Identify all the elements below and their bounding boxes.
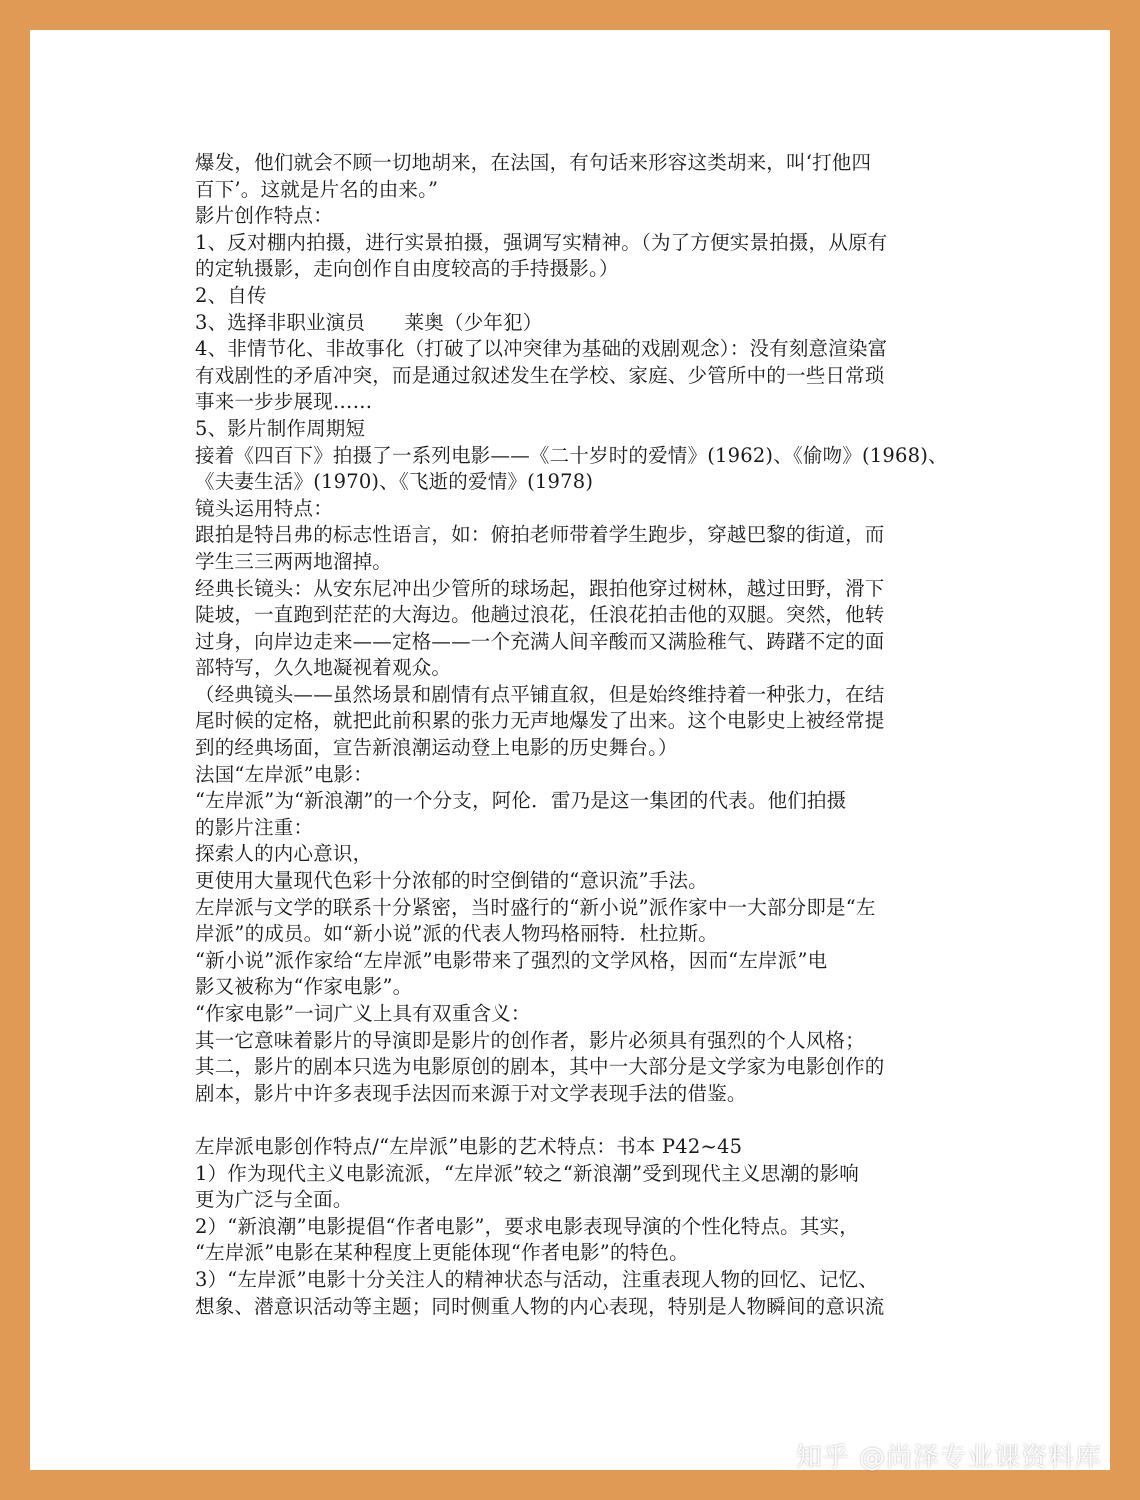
text-line: 其二，影片的剧本只选为电影原创的剧本，其中一大部分是文学家为电影创作的 — [195, 1055, 885, 1079]
text-line: 接着《四百下》拍摄了一系列电影——《二十岁时的爱情》(1962)、《偷吻》(1968)、 — [195, 443, 948, 467]
text-line: 左岸派电影创作特点/“左岸派”电影的艺术特点：书本 P42~45 — [195, 1134, 743, 1158]
paragraph-gap — [195, 1107, 995, 1134]
text-line: 1、反对棚内拍摄，进行实景拍摄，强调写实精神。（为了方便实景拍摄，从原有 — [195, 230, 888, 254]
text-line: “左岸派”电影在某种程度上更能体现“作者电影”的特色。 — [195, 1241, 689, 1265]
text-line: 跟拍是特吕弗的标志性语言，如：俯拍老师带着学生跑步，穿越巴黎的街道，而 — [195, 523, 885, 547]
text-line: 5、影片制作周期短 — [195, 416, 366, 440]
text-line: （经典镜头——虽然场景和剧情有点平铺直叙，但是始终维持着一种张力，在结 — [195, 682, 885, 706]
text-line: 影片创作特点： — [195, 204, 333, 228]
text-line: 有戏剧性的矛盾冲突，而是通过叙述发生在学校、家庭、少管所中的一些日常琐 — [195, 363, 885, 387]
text-line: “作家电影”一词广义上具有双重含义： — [195, 1002, 531, 1025]
text-line: 《夫妻生活》(1970)、《飞逝的爱情》(1978) — [195, 470, 594, 494]
text-line: 法国“左岸派”电影： — [195, 762, 373, 786]
text-line: 到的经典场面，宣告新浪潮运动登上电影的历史舞台。） — [195, 736, 678, 760]
text-line: 更为广泛与全面。 — [195, 1188, 353, 1212]
watermark: 知乎 @尚泽专业课资料库 — [795, 1443, 1102, 1473]
text-line: 过身，向岸边走来——定格——一个充满人间辛酸而又满脸稚气、踌躇不定的面 — [195, 629, 885, 653]
text-line: 2）“新浪潮”电影提倡“作者电影”，要求电影表现导演的个性化特点。其实， — [195, 1214, 859, 1238]
text-line: 岸派”的成员。如“新小说”派的代表人物玛格丽特．杜拉斯。 — [195, 922, 719, 946]
text-line: 部特写，久久地凝视着观众。 — [195, 656, 452, 680]
text-line: 镜头运用特点： — [195, 496, 333, 520]
text-line: 陡坡，一直跑到茫茫的大海边。他趟过浪花，任浪花拍击他的双腿。突然，他转 — [195, 603, 885, 627]
text-line: 3）“左岸派”电影十分关注人的精神状态与活动，注重表现人物的回忆、记忆、 — [195, 1267, 879, 1291]
text-line: 想象、潜意识活动等主题；同时侧重人物的内心表现，特别是人物瞬间的意识流 — [195, 1294, 885, 1318]
document-page — [30, 30, 1110, 1470]
text-line: 的影片注重： — [195, 815, 314, 839]
text-line: 影又被称为“作家电影”。 — [195, 975, 413, 999]
text-line: 学生三三两两地溜掉。 — [195, 549, 393, 573]
text-line: “左岸派”为“新浪潮”的一个分支，阿伦．雷乃是这一集团的代表。他们拍摄 — [195, 789, 847, 813]
text-line: 1）作为现代主义电影流派，“左岸派”较之“新浪潮”受到现代主义思潮的影响 — [195, 1161, 859, 1185]
text-line: 剧本，影片中许多表现手法因而来源于对文学表现手法的借鉴。 — [195, 1081, 747, 1105]
text-line: 3、选择非职业演员 莱奥（少年犯） — [195, 310, 543, 334]
text-line: 更使用大量现代色彩十分浓郁的时空倒错的“意识流”手法。 — [195, 869, 708, 893]
text-line: 百下’。这就是片名的由来。” — [195, 177, 439, 201]
text-line: 尾时候的定格，就把此前积累的张力无声地爆发了出来。这个电影史上被经常提 — [195, 709, 885, 733]
text-line: 2、自传 — [195, 283, 267, 307]
text-line: 左岸派与文学的联系十分紧密，当时盛行的“新小说”派作家中一大部分即是“左 — [195, 895, 876, 919]
text-line: 的定轨摄影，走向创作自由度较高的手持摄影。） — [195, 257, 619, 281]
document-body — [195, 150, 995, 1320]
text-line: 其一它意味着影片的导演即是影片的创作者，影片必须具有强烈的个人风格； — [195, 1028, 865, 1052]
text-line: “新小说”派作家给“左岸派”电影带来了强烈的文学风格，因而“左岸派”电 — [195, 948, 828, 972]
text-line: 经典长镜头：从安东尼冲出少管所的球场起，跟拍他穿过树林，越过田野，滑下 — [195, 576, 885, 600]
text-line: 爆发，他们就会不顾一切地胡来，在法国，有句话来形容这类胡来，叫‘打他四 — [195, 151, 872, 174]
text-line: 探索人的内心意识， — [195, 842, 373, 866]
text-line: 4、非情节化、非故事化（打破了以冲突律为基础的戏剧观念）：没有刻意渲染富 — [195, 337, 888, 361]
text-line: 事来一步步展现…… — [195, 390, 373, 414]
